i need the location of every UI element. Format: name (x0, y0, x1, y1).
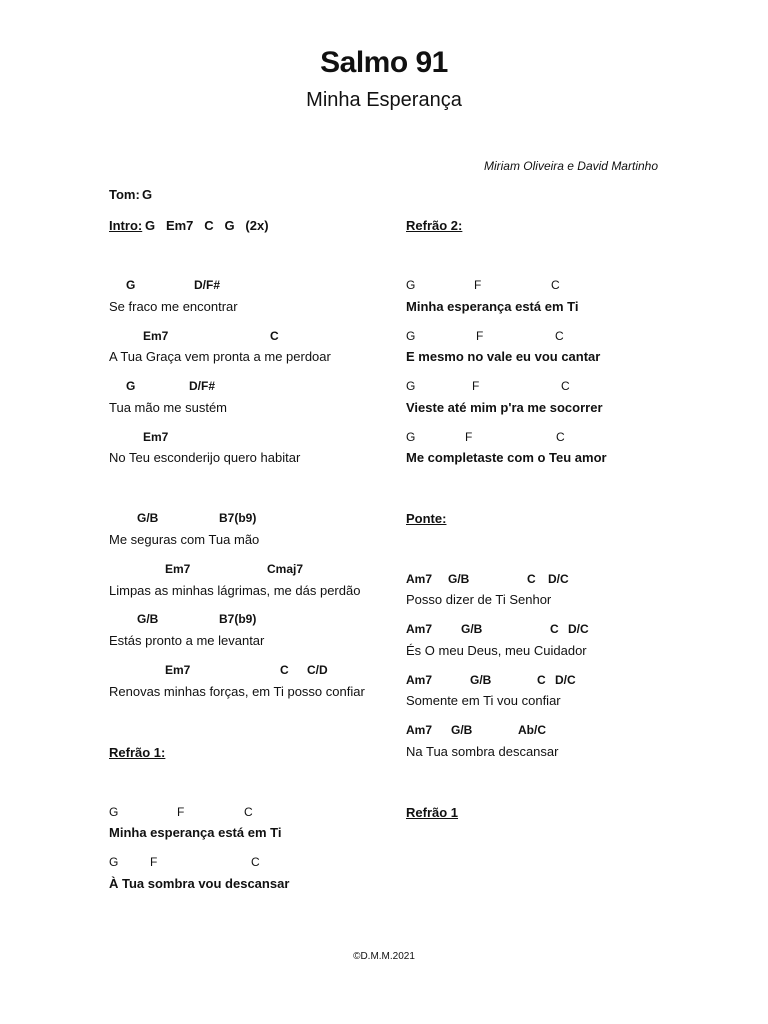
lyric-line: És O meu Deus, meu Cuidador (406, 643, 587, 658)
chord: C (244, 805, 253, 819)
lyric-line: Me completaste com o Teu amor (406, 450, 607, 465)
chord: C (555, 329, 564, 343)
section-label-refrao-1: Refrão 1: (109, 745, 166, 760)
chord: C/D (307, 663, 328, 677)
intro-label: Intro: (109, 218, 143, 233)
lyric-line: Estás pronto a me levantar (109, 633, 265, 648)
section-label-refrao-2: Refrão 2: (406, 218, 463, 233)
lyric-line: A Tua Graça vem pronta a me perdoar (109, 349, 331, 364)
chord: Em7 (165, 562, 191, 576)
lyric-line: No Teu esconderijo quero habitar (109, 450, 301, 465)
chord: C (551, 278, 560, 292)
chord: F (465, 430, 473, 444)
chord: B7(b9) (219, 612, 257, 626)
song-title: Salmo 91 (320, 46, 448, 79)
chord: F (472, 379, 480, 393)
lyric-line: Posso dizer de Ti Senhor (406, 592, 552, 607)
chord: G (126, 278, 136, 292)
chord: G (109, 855, 119, 869)
chord: Am7 (406, 673, 433, 687)
chord: F (474, 278, 482, 292)
chord: G (406, 278, 416, 292)
chord: C (537, 673, 546, 687)
lyric-line: À Tua sombra vou descansar (109, 876, 290, 891)
chord: G/B (137, 511, 159, 525)
chord: C (280, 663, 289, 677)
lyric-line: Se fraco me encontrar (109, 299, 238, 314)
chord: G (109, 805, 119, 819)
key-value: G (142, 187, 153, 202)
chord: F (177, 805, 185, 819)
lyric-line: Minha esperança está em Ti (406, 299, 579, 314)
chord: D/C (555, 673, 576, 687)
copyright-footer: ©D.M.M.2021 (353, 951, 415, 962)
chord: G/B (451, 723, 473, 737)
chord: F (150, 855, 158, 869)
lyric-line: Tua mão me sustém (109, 400, 228, 415)
chord: C (251, 855, 260, 869)
lyric-line: Vieste até mim p'ra me socorrer (406, 400, 603, 415)
chord: C (527, 572, 536, 586)
chord: D/C (568, 622, 589, 636)
chord: Em7 (165, 663, 191, 677)
song-subtitle: Minha Esperança (306, 89, 462, 111)
chord: D/F# (194, 278, 221, 292)
chord: F (476, 329, 484, 343)
chord: D/C (548, 572, 569, 586)
chord: C (561, 379, 570, 393)
lyric-line: Minha esperança está em Ti (109, 825, 282, 840)
section-label-refrao-1-repeat: Refrão 1 (406, 805, 459, 820)
lyric-line: Somente em Ti vou confiar (406, 693, 561, 708)
chord: C (550, 622, 559, 636)
chord: Ab/C (518, 723, 546, 737)
chord: D/F# (189, 379, 216, 393)
chord: Em7 (143, 430, 169, 444)
chord: Am7 (406, 572, 433, 586)
lyric-line: E mesmo no vale eu vou cantar (406, 349, 601, 364)
lyric-line: Renovas minhas forças, em Ti posso confiar (109, 684, 365, 699)
chord: G (406, 430, 416, 444)
chord: G/B (470, 673, 492, 687)
section-label-ponte: Ponte: (406, 511, 447, 526)
chord: Am7 (406, 622, 433, 636)
song-authors: Miriam Oliveira e David Martinho (483, 159, 658, 173)
chord: C (556, 430, 565, 444)
lyric-line: Na Tua sombra descansar (406, 744, 559, 759)
lyric-line: Me seguras com Tua mão (109, 532, 260, 547)
intro-chords: G Em7 C G (2x) (145, 218, 269, 233)
chord: G (406, 379, 416, 393)
chord: C (270, 329, 279, 343)
key-label: Tom: (109, 187, 140, 202)
chord: G (126, 379, 136, 393)
chord: G/B (461, 622, 483, 636)
chord: G/B (448, 572, 470, 586)
chord: G/B (137, 612, 159, 626)
chord: G (406, 329, 416, 343)
chord: Am7 (406, 723, 433, 737)
chord: Cmaj7 (267, 562, 304, 576)
chord: B7(b9) (219, 511, 257, 525)
chord: Em7 (143, 329, 169, 343)
lyric-line: Limpas as minhas lágrimas, me dás perdão (109, 583, 361, 598)
